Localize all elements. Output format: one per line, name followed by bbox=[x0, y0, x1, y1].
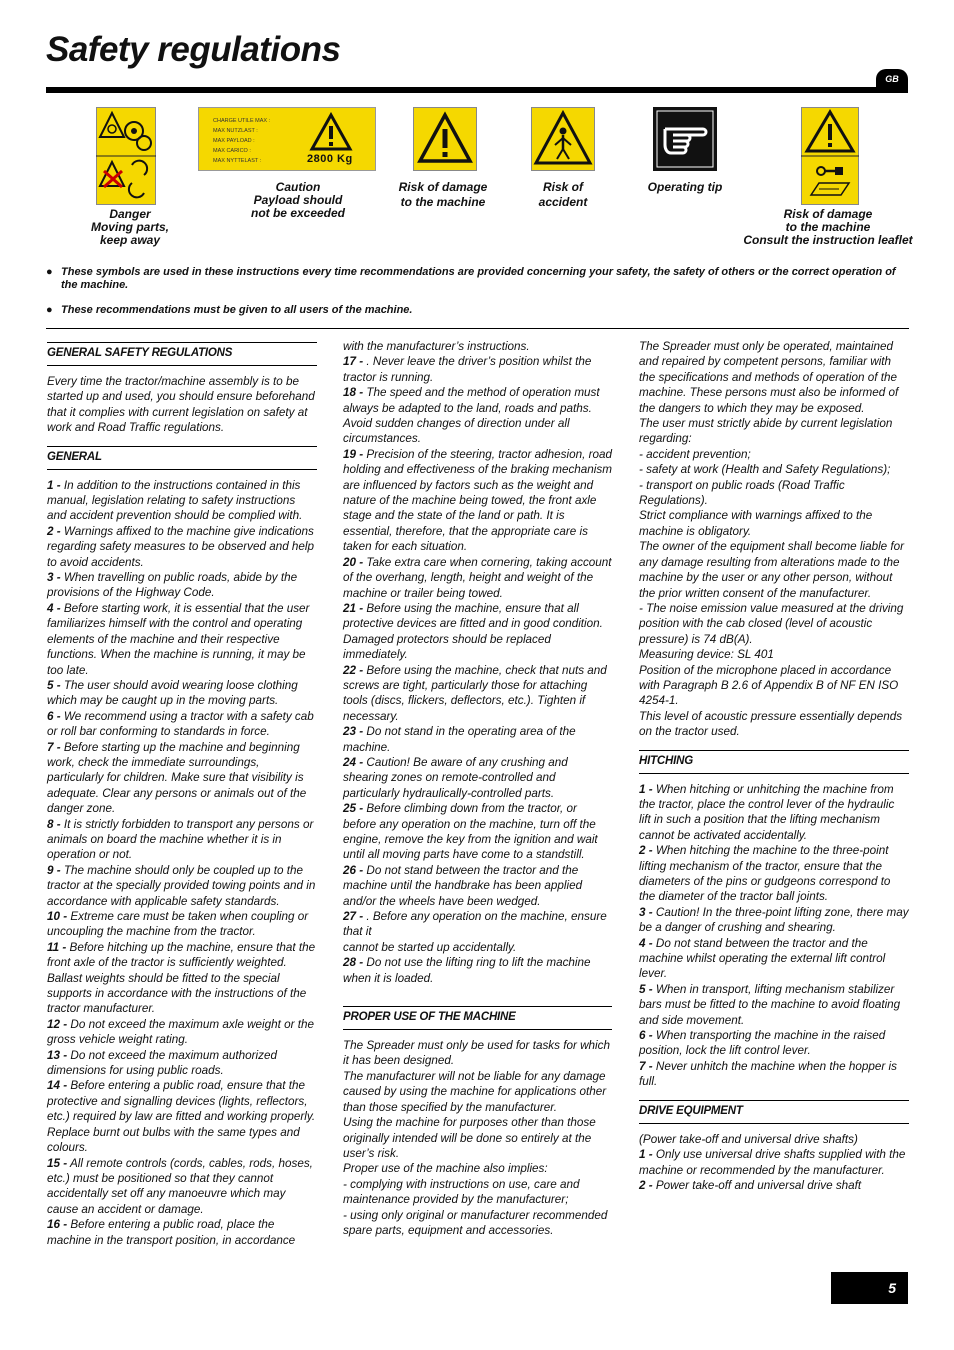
numbered-item bbox=[47, 709, 317, 740]
item-text: Do not stand in the operating area of the machine. bbox=[343, 725, 576, 754]
payload-label-line: MAX PAYLOAD : bbox=[213, 138, 255, 144]
item-number: 4 - bbox=[639, 936, 653, 950]
item-text: Before using the machine, ensure that all protective devices are fitted and in good condition. Damaged protectors should be replaced immediately. bbox=[343, 601, 603, 662]
item-number: 1 - bbox=[639, 782, 653, 796]
item-number: 9 - bbox=[47, 863, 61, 877]
bullet-icon: ● bbox=[46, 304, 53, 316]
paragraph: with the manufacturer’s instructions. bbox=[343, 340, 530, 353]
paragraph: The Spreader must only be used for tasks for which it has been designed. bbox=[343, 1039, 610, 1068]
caption-line: Risk of damage bbox=[783, 207, 873, 221]
numbered-item bbox=[47, 1156, 317, 1218]
note-text: These recommendations must be given to all users of the machine. bbox=[61, 304, 413, 316]
paragraph: Position of the microphone placed in accordance with Paragraph B 2.6 of Appendix B of NF EN ISO 4254-1. bbox=[639, 663, 899, 708]
item-number: 26 - bbox=[343, 863, 364, 877]
item-text: Do not use the lifting ring to lift the machine when it is loaded. bbox=[343, 956, 591, 985]
item-text: Before entering a public road, ensure that the protective and signalling devices (lights, reflectors, etc.) required by law are fitted and working properly. Replace burnt out bulbs with the same types and colours. bbox=[47, 1079, 316, 1155]
item-text: When hitching or unhitching the machine from the tractor, place the control lever of the hydraulic lift in such a position that the lifting mechanism cannot be activated accidentally. bbox=[639, 782, 895, 842]
damage-symbol bbox=[413, 107, 477, 171]
page-number: 5 bbox=[831, 1272, 908, 1304]
paragraph: The Spreader must only be operated, maintained and repaired by competent persons, familiar with the specifications and methods of operation of the machine. These persons must also be informed of the dangers to which they may be exposed. bbox=[639, 340, 899, 415]
paragraph: The manufacturer will not be liable for any damage caused by using the machine for applications other than those specified by the manufacturer. bbox=[343, 1069, 607, 1114]
payload-label-line: CHARGE UTILE MAX : bbox=[213, 118, 271, 124]
item-text: Warnings affixed to the machine give indications regarding safety measures to be observed and help to avoid accidents. bbox=[47, 524, 315, 569]
item-number: 21 - bbox=[343, 601, 364, 615]
item-text: Only use universal drive shafts supplied with the machine or recommended by the manufacturer. bbox=[639, 1148, 906, 1177]
numbered-item bbox=[47, 940, 317, 1017]
section-heading: DRIVE EQUIPMENT bbox=[639, 1100, 909, 1124]
paragraph: Measuring device: SL 401 bbox=[639, 648, 774, 662]
item-number: 19 - bbox=[343, 447, 364, 461]
column-left bbox=[47, 342, 317, 1248]
item-number: 6 - bbox=[47, 709, 61, 723]
item-number: 11 - bbox=[47, 940, 67, 954]
spacer bbox=[47, 366, 317, 374]
danger-caption bbox=[66, 208, 194, 247]
note-give-to-users bbox=[46, 304, 908, 317]
payload-label-line: MAX NUTZLAST : bbox=[213, 128, 258, 134]
spacer bbox=[639, 1124, 909, 1132]
column-middle bbox=[343, 339, 612, 1238]
damage-caption bbox=[381, 181, 505, 209]
caption-line: not be exceeded bbox=[250, 206, 346, 220]
item-number: 2 - bbox=[639, 844, 653, 858]
item-number: 13 - bbox=[47, 1048, 68, 1062]
item-text: The machine should only be coupled up to the tractor at the specially provided towing points and in accordance with applicable safety standards. bbox=[47, 863, 316, 908]
numbered-item bbox=[639, 1178, 909, 1193]
numbered-item bbox=[47, 478, 317, 524]
numbered-item bbox=[47, 740, 317, 817]
item-number: 3 - bbox=[639, 905, 653, 919]
paragraph: Every time the tractor/machine assembly is to be started up and used, you should ensure beforehand that it complies with current legislation on safety at work and Road Traffic regulations. bbox=[47, 375, 315, 435]
numbered-item bbox=[343, 354, 612, 385]
item-text: . Never leave the driver’s position whilst the tractor is running. bbox=[343, 355, 592, 384]
item-number: 16 - bbox=[47, 1218, 68, 1232]
item-number: 28 - bbox=[343, 956, 364, 970]
spacer bbox=[639, 740, 909, 750]
item-number: 8 - bbox=[47, 817, 61, 831]
item-text: Before climbing down from the tractor, or before any operation on the machine, turn off the engine, remove the key from the ignition and wait until all moving parts have come to a standstill. bbox=[343, 802, 598, 862]
numbered-item bbox=[47, 1078, 317, 1155]
column-right bbox=[639, 339, 909, 1193]
item-number: 5 - bbox=[639, 982, 653, 996]
caption-line: Risk of bbox=[542, 180, 583, 194]
item-number: 18 - bbox=[343, 386, 364, 400]
consult-manual-symbol bbox=[801, 107, 859, 205]
item-number: 24 - bbox=[343, 755, 364, 769]
danger-moving-parts-icon bbox=[96, 107, 156, 205]
caption-line: Operating tip bbox=[647, 180, 723, 194]
numbered-item bbox=[343, 755, 612, 801]
caption-line: Risk of damage bbox=[398, 180, 488, 194]
item-number: 10 - bbox=[47, 910, 68, 923]
consult-manual-icon bbox=[801, 107, 859, 205]
numbered-item bbox=[343, 801, 612, 863]
header-rule bbox=[46, 87, 908, 93]
consult-caption bbox=[730, 208, 926, 247]
accident-caption bbox=[523, 181, 603, 209]
numbered-item bbox=[639, 843, 909, 905]
numbered-item bbox=[47, 1017, 317, 1048]
item-text: Caution! Be aware of any crushing and shearing zones on remote-controlled and particularly hydraulically-controlled parts. bbox=[343, 755, 568, 800]
item-text: In addition to the instructions contained in this manual, legislation relating to safety instructions and accident prevention should be complied with. bbox=[47, 478, 303, 523]
caption-line: Payload should bbox=[253, 193, 343, 207]
numbered-item bbox=[639, 905, 909, 936]
item-number: 14 - bbox=[47, 1079, 68, 1093]
payload-value: 2800 Kg bbox=[307, 153, 353, 165]
item-text: . Before any operation on the machine, ensure that it bbox=[343, 910, 607, 939]
numbered-item bbox=[343, 863, 612, 909]
caption-line: Caution bbox=[275, 180, 321, 194]
item-text: The speed and the method of operation must always be adapted to the land, roads and paths. Avoid sudden changes of direction under all circumstances. bbox=[343, 386, 600, 446]
item-number: 5 - bbox=[47, 678, 61, 692]
bullet-icon: ● bbox=[46, 266, 53, 278]
payload-label-symbol bbox=[198, 107, 376, 171]
item-number: 22 - bbox=[343, 663, 364, 677]
page-title: Safety regulations bbox=[46, 30, 341, 69]
numbered-item bbox=[47, 1048, 317, 1079]
numbered-item bbox=[639, 982, 909, 1028]
pointing-hand-icon bbox=[653, 107, 717, 171]
numbered-item bbox=[343, 724, 612, 755]
item-text: When hitching the machine to the three-point lifting mechanism of the tractor, ensure that the diameters of the pins or gudgeons correspond to the diameter of the tractor ball joints. bbox=[639, 844, 891, 904]
paragraph: Using the machine for purposes other than those originally intended will be done so entirely at the user’s risk. bbox=[343, 1116, 596, 1160]
item-text: Do not exceed the maximum axle weight or the gross vehicle weight rating. bbox=[47, 1017, 315, 1047]
numbered-item bbox=[639, 936, 909, 982]
language-badge: GB bbox=[876, 69, 908, 89]
note-symbols-usage bbox=[46, 266, 908, 291]
payload-caption bbox=[234, 181, 362, 220]
paragraph: - accident prevention; bbox=[639, 447, 751, 461]
caption-line: to the machine bbox=[400, 195, 486, 209]
item-number: 12 - bbox=[47, 1017, 68, 1031]
numbered-item bbox=[343, 601, 612, 663]
spacer bbox=[639, 774, 909, 782]
operating-tip-symbol bbox=[653, 107, 717, 171]
numbered-item bbox=[47, 601, 317, 678]
item-number: 1 - bbox=[639, 1148, 653, 1162]
spacer bbox=[47, 470, 317, 478]
numbered-item bbox=[343, 909, 612, 940]
numbered-item bbox=[343, 663, 612, 725]
item-text: Caution! In the three-point lifting zone, there may be a danger of crushing and shearing. bbox=[639, 905, 909, 935]
spacer bbox=[343, 996, 612, 1006]
paragraph: - complying with instructions on use, care and maintenance provided by the manufacturer; bbox=[343, 1177, 580, 1207]
item-text: Do not stand between the tractor and the machine until the handbrake has been applied and/or the wheels have been wedged. bbox=[343, 863, 583, 908]
payload-label-line: MAX CARICO : bbox=[213, 148, 251, 154]
item-text: Never unhitch the machine when the hopper is full. bbox=[639, 1059, 897, 1089]
numbered-item bbox=[47, 817, 317, 863]
caption-line: accident bbox=[538, 195, 588, 209]
danger-moving-parts-symbol bbox=[96, 107, 156, 205]
paragraph: Strict compliance with warnings affixed to the machine is obligatory. bbox=[639, 509, 873, 538]
warning-triangle-icon bbox=[413, 107, 477, 171]
item-number: 20 - bbox=[343, 555, 364, 569]
numbered-item bbox=[343, 555, 612, 601]
section-heading: GENERAL bbox=[47, 446, 317, 470]
numbered-item bbox=[343, 955, 612, 986]
item-number: 4 - bbox=[47, 601, 61, 615]
item-text: Before entering a public road, place the machine in the transport position, in accordance bbox=[47, 1218, 296, 1247]
caption-line: keep away bbox=[99, 233, 161, 247]
item-number: 25 - bbox=[343, 802, 364, 816]
numbered-item bbox=[639, 1147, 909, 1178]
item-number: 3 - bbox=[47, 571, 61, 585]
numbered-item bbox=[639, 782, 909, 844]
numbered-item bbox=[47, 678, 317, 709]
item-text: The user should avoid wearing loose clothing which may be caught up in the moving parts. bbox=[47, 678, 298, 708]
paragraph: - safety at work (Health and Safety Regulations); bbox=[639, 463, 891, 477]
item-text: Before using the machine, check that nuts and screws are tight, particularly those for attaching tools (discs, flickers, deflectors, etc.). Tighten if necessary. bbox=[343, 663, 607, 723]
numbered-item bbox=[343, 385, 612, 447]
item-text: Before hitching up the machine, ensure that the front axle of the tractor is sufficiently weighted. Ballast weights should be fitted to the special supports in accordance with the instructions of the tractor manufacturer. bbox=[47, 940, 316, 1016]
item-number: 7 - bbox=[639, 1059, 653, 1073]
operating-tip-caption bbox=[630, 181, 740, 194]
section-divider bbox=[46, 328, 909, 329]
item-number: 17 - bbox=[343, 355, 364, 369]
paragraph: The user must strictly abide by current legislation regarding: bbox=[639, 417, 893, 446]
item-text: We recommend using a tractor with a safety cab or roll bar conforming to standards in force. bbox=[47, 709, 314, 739]
item-text: Do not exceed the maximum authorized dimensions for using public roads. bbox=[47, 1048, 277, 1078]
numbered-item bbox=[47, 909, 317, 940]
item-number: 1 - bbox=[47, 478, 61, 492]
item-text: All remote controls (cords, cables, rods, hoses, etc.) must be positioned so that they cannot accidentally set off any manoeuvre which may cause an accident or damage. bbox=[47, 1156, 313, 1216]
numbered-item bbox=[47, 1217, 317, 1248]
caption-line: Danger bbox=[109, 207, 151, 221]
numbered-item bbox=[47, 524, 317, 570]
caption-line: Moving parts, bbox=[90, 220, 169, 234]
item-text: Before starting work, it is essential that the user familiarizes himself with the control and operating elements of the machine and their respective functions. When the machine is running, it may be too late. bbox=[47, 601, 310, 677]
item-number: 2 - bbox=[47, 524, 61, 538]
item-text: Extreme care must be taken when coupling or uncoupling the machine from the tractor. bbox=[47, 910, 309, 939]
numbered-item bbox=[47, 863, 317, 909]
paragraph: This level of acoustic pressure essentially depends on the tractor used. bbox=[639, 709, 903, 739]
numbered-item bbox=[639, 1028, 909, 1059]
item-text: Power take-off and universal drive shaft bbox=[655, 1178, 862, 1192]
section-heading: GENERAL SAFETY REGULATIONS bbox=[47, 342, 317, 366]
payload-label-line: MAX NYTTELAST : bbox=[213, 158, 262, 164]
section-heading: PROPER USE OF THE MACHINE bbox=[343, 1006, 612, 1030]
item-text: When travelling on public roads, abide by the provisions of the Highway Code. bbox=[47, 571, 298, 600]
item-number: 15 - bbox=[47, 1156, 68, 1170]
section-heading: HITCHING bbox=[639, 750, 909, 774]
item-text: Take extra care when cornering, taking account of the overhang, length, height and weight of the machine or trailer being towed. bbox=[343, 555, 612, 600]
item-number: 6 - bbox=[639, 1029, 653, 1043]
paragraph: The owner of the equipment shall become liable for any damage resulting from alterations made to the machine by the user or any other person, without the prior written consent of the manufacturer. bbox=[639, 540, 905, 600]
item-number: 23 - bbox=[343, 725, 364, 739]
paragraph: - transport on public roads (Road Traffic Regulations). bbox=[639, 478, 845, 508]
numbered-item bbox=[343, 447, 612, 555]
caption-line: Consult the instruction leaflet bbox=[743, 233, 913, 247]
spacer bbox=[343, 1030, 612, 1038]
item-text: It is strictly forbidden to transport any persons or animals on board the machine whether it is in operation or not. bbox=[47, 817, 314, 862]
item-number: 7 - bbox=[47, 740, 61, 754]
paragraph: Proper use of the machine also implies: bbox=[343, 1162, 548, 1176]
accident-person-icon bbox=[531, 107, 595, 171]
paragraph: - using only original or manufacturer recommended spare parts, equipment and accessories. bbox=[343, 1208, 608, 1237]
warning-triangle-icon bbox=[309, 112, 353, 152]
item-text: When in transport, lifting mechanism stabilizer bars must be fitted to the machine to avoid floating and side movement. bbox=[639, 982, 901, 1027]
item-text: When transporting the machine in the raised position, lock the lift control lever. bbox=[639, 1029, 886, 1058]
numbered-item bbox=[639, 1059, 909, 1090]
paragraph: - The noise emission value measured at the driving position with the cab closed (level of acoustic pressure) is 74 dB(A). bbox=[639, 601, 904, 646]
caption-line: to the machine bbox=[785, 220, 871, 234]
numbered-item bbox=[47, 570, 317, 601]
item-text: Precision of the steering, tractor adhesion, road holding and effectiveness of the braking mechanism are influenced by factors such as the weight and nature of the machine being towed, the front axle stage and the state of the land or path. It is essential, therefore, that the appropriate care is taken for each situation. bbox=[343, 447, 612, 554]
item-text: Before starting up the machine and beginning work, check the immediate surroundings, particularly for children. Make sure that visibility is adequate. Clear any persons or animals out of the danger zone. bbox=[47, 740, 307, 816]
paragraph: (Power take-off and universal drive shafts) bbox=[639, 1132, 858, 1146]
spacer bbox=[343, 986, 612, 996]
accident-symbol bbox=[531, 107, 595, 171]
spacer bbox=[639, 1090, 909, 1100]
note-text: These symbols are used in these instructions every time recommendations are provided concerning your safety, the safety of others or the correct operation of the machine. bbox=[61, 266, 896, 291]
paragraph: cannot be started up accidentally. bbox=[343, 940, 517, 954]
item-number: 2 - bbox=[639, 1178, 653, 1192]
item-number: 27 - bbox=[343, 910, 364, 924]
item-text: Do not stand between the tractor and the machine whilst operating the external lift control lever. bbox=[639, 936, 886, 981]
spacer bbox=[47, 436, 317, 446]
